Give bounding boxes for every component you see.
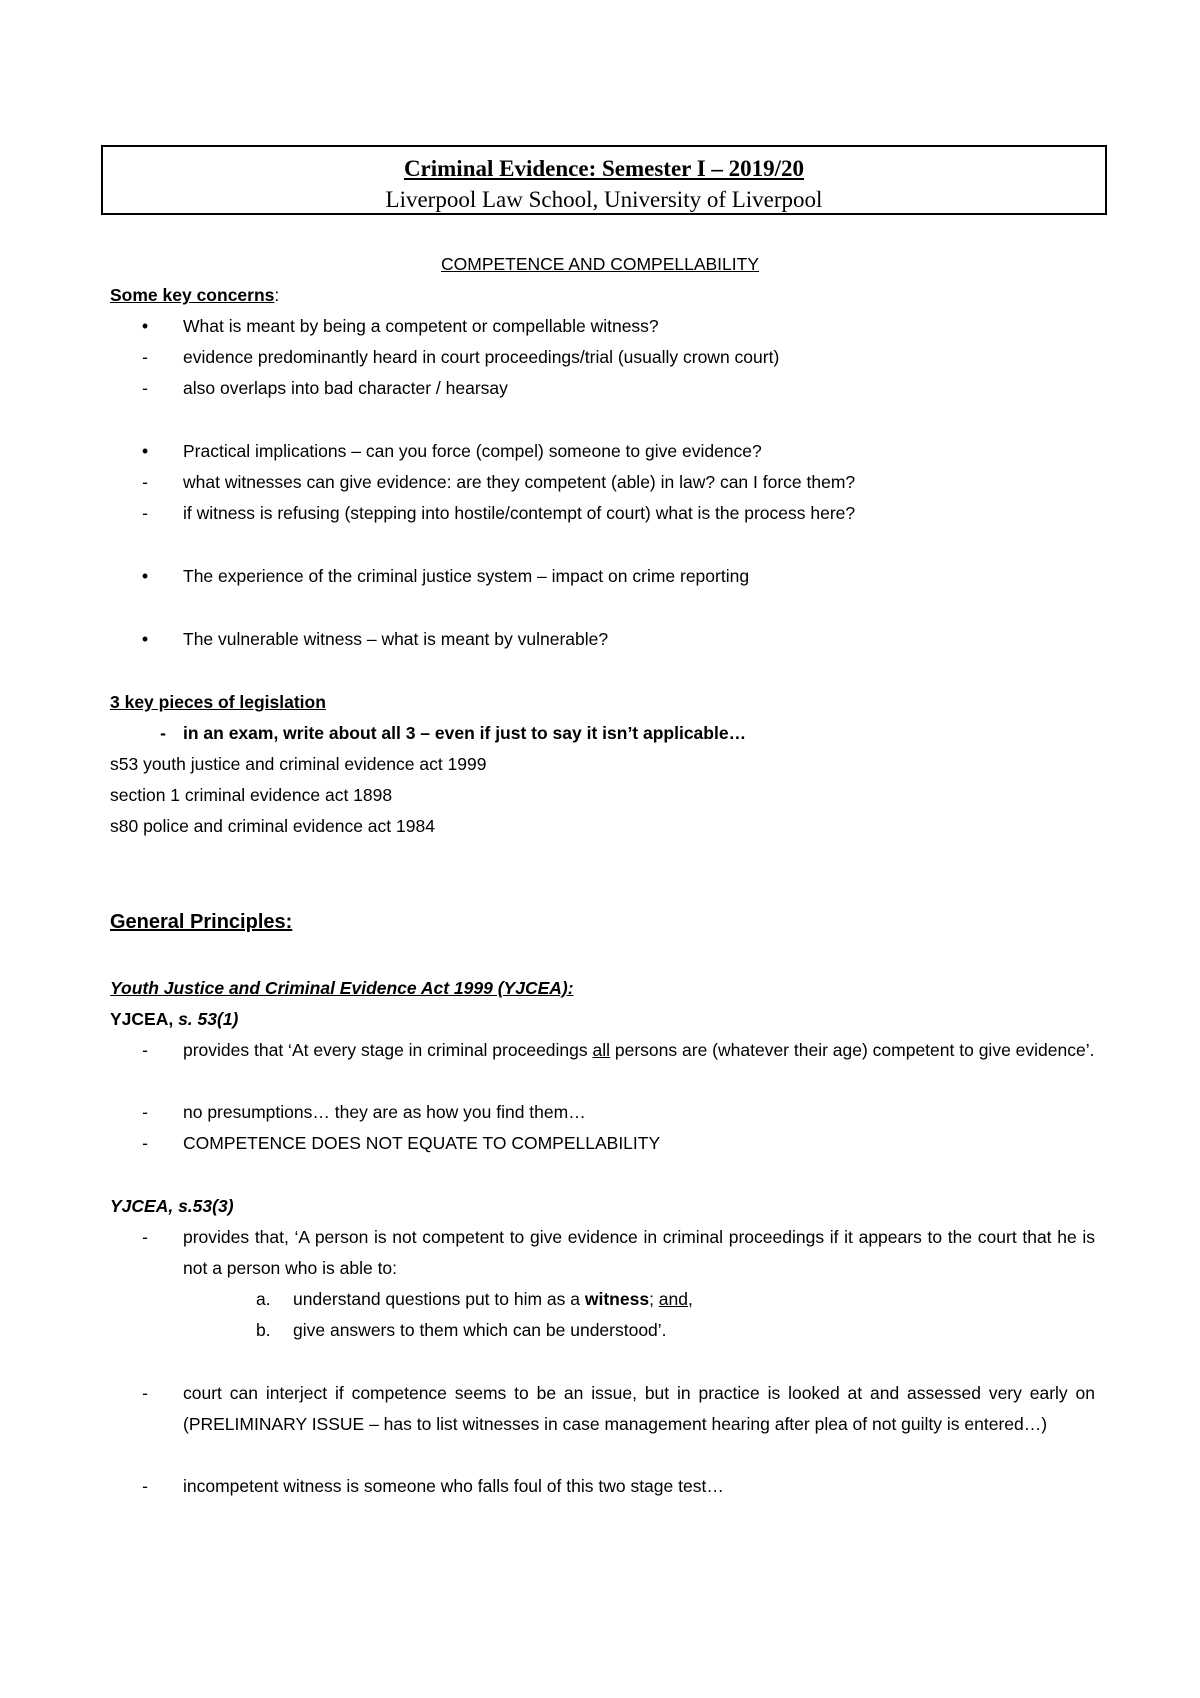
s53-3-point-2: court can interject if competence seems to be an issue, but in practice is looked at and assessed very early on (PRELIMINARY ISSUE – has to list witnesses in case management hearing after plea of not guilty is entered…): [183, 1383, 1095, 1434]
s53-3-point-3: incompetent witness is someone who falls foul of this two stage test…: [183, 1476, 724, 1496]
title-box: [101, 145, 1107, 215]
dash-icon: -: [142, 1133, 148, 1153]
s53-3-sub-a-witness: witness: [584, 1289, 650, 1309]
concern-bullet-3: The experience of the criminal justice system – impact on crime reporting: [183, 566, 750, 586]
yjcea-heading: Youth Justice and Criminal Evidence Act 1999 (YJCEA):: [110, 978, 574, 998]
s53-3-sub-a: [293, 1284, 693, 1315]
bullet-icon: •: [141, 441, 149, 461]
dash-icon: -: [142, 1476, 148, 1496]
concern-bullet-4: The vulnerable witness – what is meant by vulnerable?: [183, 629, 609, 649]
concern-bullet-2: Practical implications – can you force (compel) someone to give evidence?: [183, 441, 762, 461]
s53-3-sub-a-sep: ;: [649, 1289, 659, 1309]
act-item: s80 police and criminal evidence act 1984: [110, 816, 435, 836]
s53-1-point-3: COMPETENCE DOES NOT EQUATE TO COMPELLABILITY: [183, 1133, 661, 1153]
s53-3-sub-b: give answers to them which can be understood’.: [293, 1320, 667, 1340]
bullet-icon: •: [141, 316, 149, 336]
s53-1-point-1-text-a: provides that ‘At every stage in criminal proceedings: [183, 1040, 593, 1060]
s53-3-label: YJCEA, s.53(3): [110, 1196, 234, 1216]
s53-3-sub-a-and: and: [658, 1289, 688, 1309]
s53-3-point-1: provides that, ‘A person is not competent to give evidence in criminal proceedings if it appears to the court that he is not a person who is able to:: [183, 1227, 1095, 1278]
dash-icon: -: [142, 1227, 148, 1247]
dash-icon: -: [142, 378, 148, 398]
legislation-heading: 3 key pieces of legislation: [110, 692, 326, 712]
concerns-heading: [110, 280, 279, 311]
act-item: section 1 criminal evidence act 1898: [110, 785, 393, 805]
section-heading: COMPETENCE AND COMPELLABILITY: [441, 254, 759, 274]
dash-icon: -: [160, 723, 166, 743]
s53-1-point-1-all: all: [592, 1040, 611, 1060]
s53-1-label-italic: s. 53(1): [178, 1009, 239, 1029]
s53-1-point-1-text-b: persons are (whatever their age) competent to give evidence’.: [610, 1040, 1095, 1060]
dash-icon: -: [142, 347, 148, 367]
s53-1-label: [110, 1004, 238, 1035]
act-item: s53 youth justice and criminal evidence act 1999: [110, 754, 487, 774]
list-label-a: a.: [256, 1289, 271, 1309]
document-title: Criminal Evidence: Semester I – 2019/20: [403, 156, 805, 181]
dash-icon: -: [142, 1383, 148, 1403]
bullet-icon: •: [141, 566, 149, 586]
concern-dash-4: if witness is refusing (stepping into hostile/contempt of court) what is the process here?: [183, 503, 856, 523]
general-principles-heading: General Principles:: [110, 911, 293, 933]
s53-1-point-1: [183, 1035, 1095, 1066]
document-subtitle: Liverpool Law School, University of Liverpool: [385, 187, 823, 212]
bullet-icon: •: [141, 629, 149, 649]
concern-bullet-1: What is meant by being a competent or compellable witness?: [183, 316, 659, 336]
dash-icon: -: [142, 472, 148, 492]
concern-dash-2: also overlaps into bad character / hearsay: [183, 378, 508, 398]
legislation-note: in an exam, write about all 3 – even if just to say it isn’t applicable…: [183, 723, 747, 743]
concerns-colon: :: [274, 285, 280, 305]
s53-3-sub-a-end: ,: [688, 1289, 693, 1309]
s53-1-point-2: no presumptions… they are as how you find them…: [183, 1102, 586, 1122]
dash-icon: -: [142, 1040, 148, 1060]
dash-icon: -: [142, 503, 148, 523]
concerns-label: Some key concerns: [110, 285, 275, 305]
concern-dash-3: what witnesses can give evidence: are they competent (able) in law? can I force them?: [183, 472, 856, 492]
list-label-b: b.: [256, 1320, 271, 1340]
s53-1-label-plain: YJCEA,: [110, 1009, 179, 1029]
concern-dash-1: evidence predominantly heard in court proceedings/trial (usually crown court): [183, 347, 780, 367]
s53-3-sub-a-text: understand questions put to him as a: [293, 1289, 585, 1309]
dash-icon: -: [142, 1102, 148, 1122]
